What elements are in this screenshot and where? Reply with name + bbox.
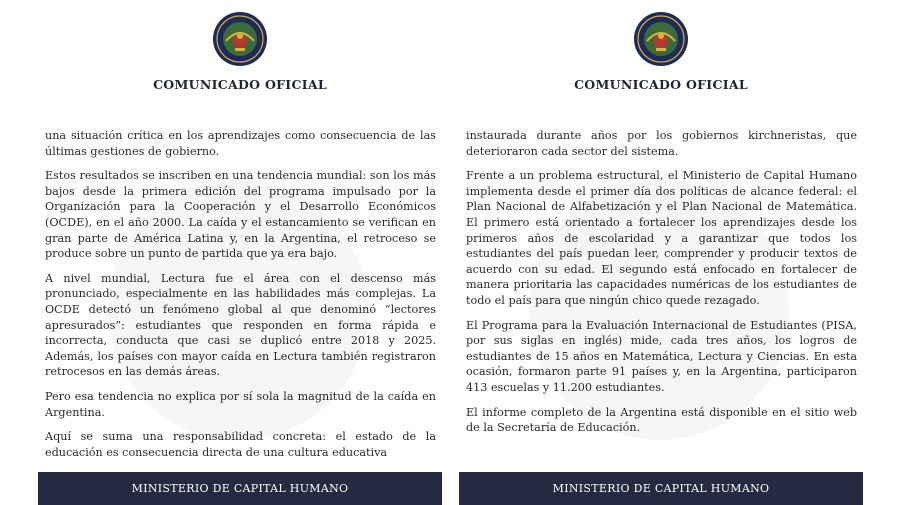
page-title: COMUNICADO OFICIAL [153,77,327,92]
paragraph: El informe completo de la Argentina está disponible en el sitio web de la Secretaría de Educación. [466,405,857,435]
ministry-seal-icon [212,11,268,67]
footer-ministry: MINISTERIO DE CAPITAL HUMANO [459,472,863,505]
ministry-seal-icon [633,11,689,67]
footer-ministry: MINISTERIO DE CAPITAL HUMANO [38,472,442,505]
paragraph: instaurada durante años por los gobiernos kirchneristas, que deterioraron cada sector del sistema. [466,129,857,158]
page-title: COMUNICADO OFICIAL [574,77,748,92]
paragraph: una situación crítica en los aprendizajes como consecuencia de las últimas gestiones de gobierno. [45,129,436,158]
paragraph: Aquí se suma una responsabilidad concreta: el estado de la educación es consecuencia directa de una cultura educativa [45,430,436,459]
page-left [38,0,442,505]
paragraph: Pero esa tendencia no explica por sí sola la magnitud de la caída en Argentina. [45,389,436,419]
body-text [466,128,857,445]
page-right [459,0,863,505]
paragraph: A nivel mundial, Lectura fue el área con el descenso más pronunciado, especialmente en las habilidades más complejas. La OCDE detectó un fenómeno global al que denominó “lectores apresurados”: estudiantes que responden en forma rápida e incorrecta, conducta que casi se duplicó entre 2018 y 2025. Además, los países con mayor caída en Lectura también registraron retrocesos en las demás áreas. [45,271,436,379]
paragraph: El Programa para la Evaluación Internacional de Estudiantes (PISA, por sus siglas en inglés) mide, cada tres años, los logros de estudiantes de 15 años en Matemática, Lectura y Ciencias. En esta ocasión, formaron parte 91 países y, en la Argentina, participaron 413 escuelas y 11.200 estudiantes. [466,318,857,394]
paragraph: Estos resultados se inscriben en una tendencia mundial: son los más bajos desde la primera edición del programa impulsado por la Organización para la Cooperación y el Desarrollo Económicos (OCDE), en el año 2000. La caída y el estancamiento se verifican en gran parte de América Latina y, en la Argentina, el retroceso se produce sobre un punto de partida que ya era bajo. [45,169,436,261]
body-text [45,128,436,469]
paragraph: Frente a un problema estructural, el Ministerio de Capital Humano implementa desde el primer día dos políticas de alcance federal: el Plan Nacional de Alfabetización y el Plan Nacional de Matemática. El primero está orientado a fortalecer los aprendizajes desde los primeros años de escolaridad y a garantizar que todos los estudiantes del país puedan leer, comprender y producir textos de acuerdo con su edad. El segundo está enfocado en fortalecer de manera prioritaria las capacidades numéricas de los estudiantes de todo el país para que ningún chico quede rezagado. [466,169,857,307]
